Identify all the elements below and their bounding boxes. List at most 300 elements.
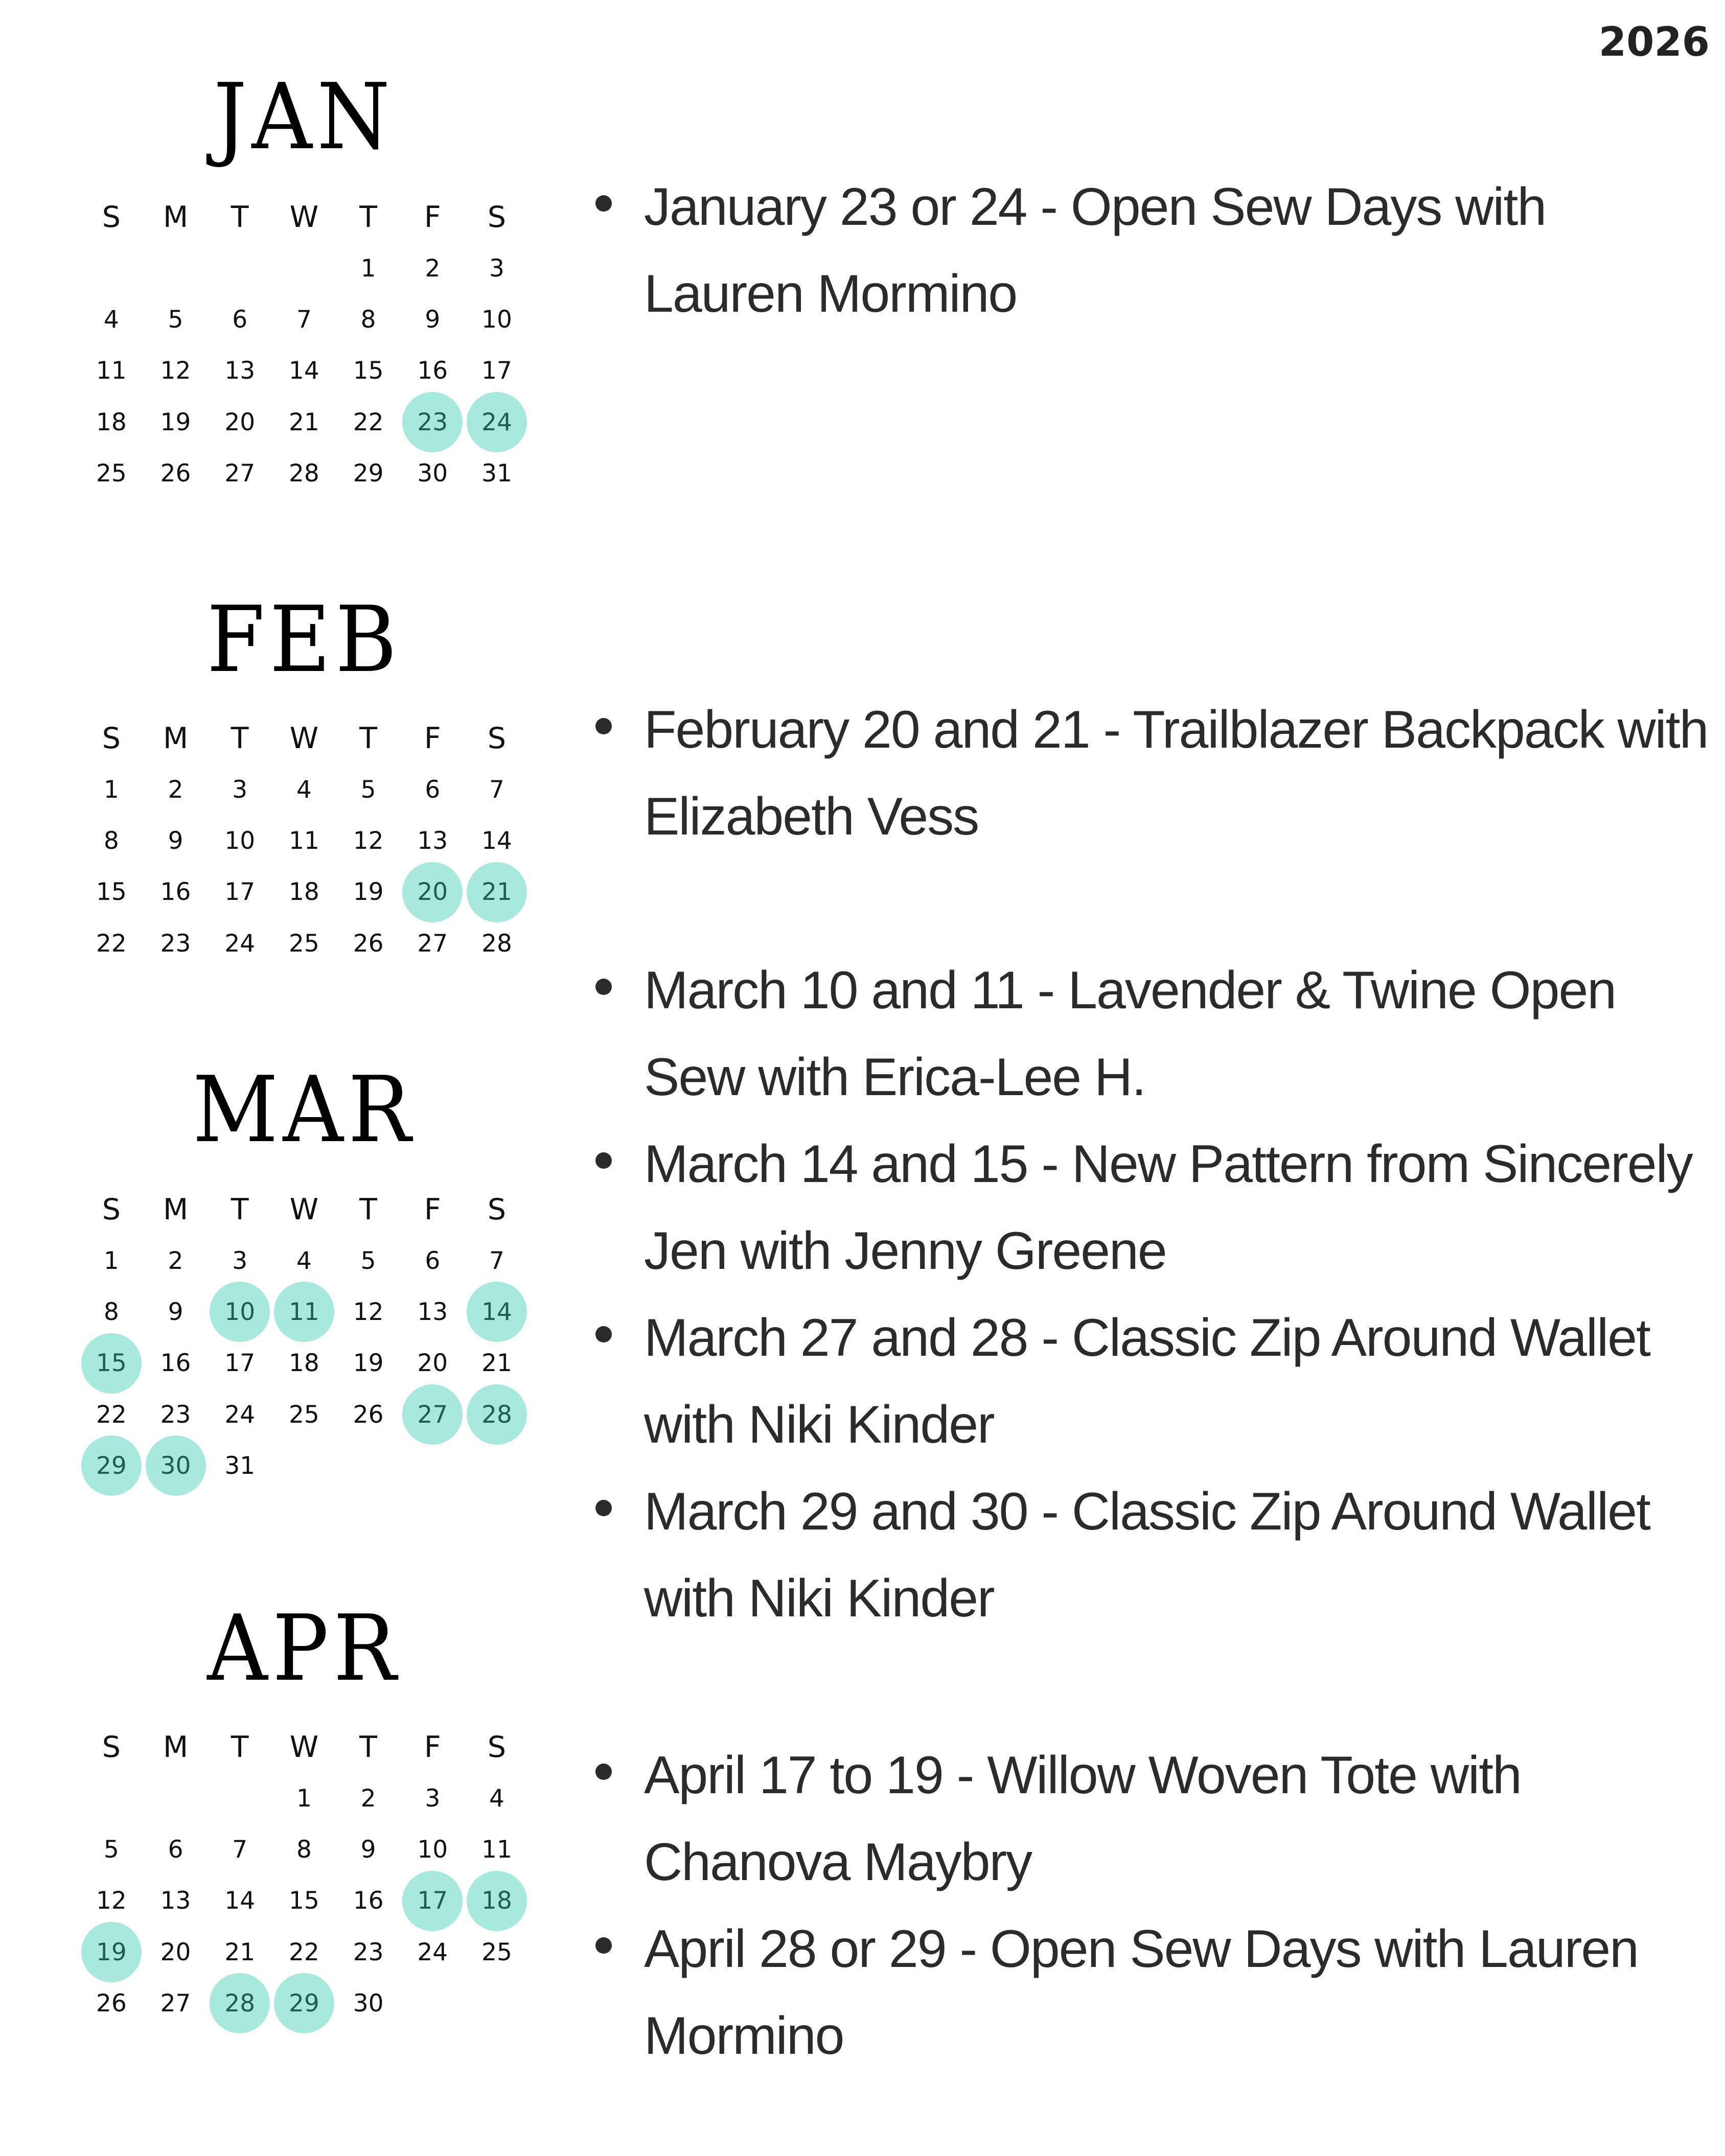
day-number: 15	[289, 1887, 319, 1915]
day-number: 25	[481, 1938, 512, 1966]
weekday-label: S	[102, 200, 121, 234]
day-number: 4	[489, 1784, 504, 1813]
highlighted-day: 14	[467, 1282, 527, 1342]
day-cell	[400, 918, 465, 969]
day-number: 30	[353, 1989, 384, 2018]
day-cell	[208, 345, 272, 397]
day-number: 8	[103, 826, 119, 855]
bullet-icon	[595, 718, 612, 734]
bullet-icon	[595, 979, 612, 995]
event-item	[595, 947, 1710, 1121]
weekday-label: W	[289, 1193, 319, 1226]
day-number: 2	[168, 1246, 183, 1275]
day-number: 2	[425, 254, 441, 283]
day-cell	[79, 1389, 144, 1440]
day-number: 13	[417, 826, 448, 855]
day-number: 9	[168, 1297, 183, 1326]
day-cell	[400, 1440, 465, 1491]
bullet-icon	[595, 1937, 612, 1954]
day-number: 26	[353, 929, 384, 958]
week-row	[79, 1773, 529, 1824]
highlighted-day: 17	[402, 1871, 463, 1931]
day-number: 10	[417, 1835, 448, 1864]
weekday-label: M	[163, 722, 189, 755]
day-number: 14	[289, 357, 319, 385]
day-cell	[144, 1286, 208, 1337]
day-cell	[400, 1389, 465, 1440]
week-row	[79, 815, 529, 866]
weekday-label: M	[163, 1193, 189, 1226]
event-item	[595, 1906, 1710, 2079]
event-text: April 28 or 29 - Open Sew Days with Lauren Mormino	[644, 1919, 1639, 2066]
day-number: 13	[224, 357, 256, 385]
day-cell	[79, 1286, 144, 1337]
day-cell	[272, 1389, 336, 1440]
day-number: 7	[232, 1835, 248, 1864]
weekday-label: T	[231, 1730, 249, 1764]
day-cell	[465, 764, 529, 815]
day-number: 22	[289, 1938, 319, 1966]
calendar-grid-mar	[79, 1184, 529, 1491]
week-row	[79, 1927, 529, 1978]
highlighted-day: 28	[210, 1973, 270, 2033]
day-cell	[144, 397, 208, 448]
event-text: April 17 to 19 - Willow Woven Tote with Chanova Maybry	[644, 1746, 1521, 1892]
day-number: 3	[232, 775, 248, 804]
day-cell	[336, 243, 401, 294]
week-row	[79, 1389, 529, 1440]
week-row	[79, 1875, 529, 1927]
day-number: 24	[417, 1938, 448, 1966]
day-cell	[79, 1927, 144, 1978]
day-cell	[144, 764, 208, 815]
event-list-jan	[595, 164, 1710, 337]
day-number: 17	[481, 357, 512, 385]
day-number: 11	[289, 826, 319, 855]
day-cell	[400, 1338, 465, 1389]
highlighted-day: 23	[402, 392, 463, 452]
day-cell	[400, 1927, 465, 1978]
week-row	[79, 1440, 529, 1491]
day-number: 6	[232, 305, 248, 334]
highlighted-day: 11	[274, 1282, 334, 1342]
day-cell	[208, 1235, 272, 1286]
day-number: 29	[353, 459, 384, 488]
day-cell	[465, 1875, 529, 1927]
day-cell	[336, 1286, 401, 1337]
highlighted-day: 24	[467, 392, 527, 452]
day-cell	[336, 867, 401, 918]
day-number: 16	[353, 1887, 384, 1915]
day-number: 2	[168, 775, 183, 804]
day-number: 26	[96, 1989, 127, 2018]
day-number: 16	[160, 878, 191, 907]
event-text: March 10 and 11 - Lavender & Twine Open Sew with Erica-Lee H.	[644, 961, 1616, 1107]
day-number: 3	[232, 1246, 248, 1275]
day-number: 14	[224, 1887, 256, 1915]
day-number: 20	[160, 1938, 191, 1966]
day-cell	[336, 294, 401, 345]
week-row	[79, 1235, 529, 1286]
day-number: 31	[224, 1451, 256, 1480]
day-cell	[79, 764, 144, 815]
day-cell	[336, 448, 401, 499]
day-cell	[336, 1338, 401, 1389]
day-number: 1	[103, 775, 119, 804]
day-number: 27	[224, 459, 256, 488]
day-cell	[144, 1824, 208, 1875]
day-cell	[208, 397, 272, 448]
day-cell	[208, 1978, 272, 2029]
day-cell	[272, 448, 336, 499]
day-cell	[336, 1875, 401, 1927]
event-text: March 27 and 28 - Classic Zip Around Wallet with Niki Kinder	[644, 1308, 1650, 1454]
day-cell	[208, 918, 272, 969]
day-number: 6	[425, 1246, 441, 1275]
day-cell	[272, 1440, 336, 1491]
day-number: 25	[289, 1400, 319, 1429]
day-cell	[465, 397, 529, 448]
weekday-label: F	[424, 1193, 441, 1226]
day-number: 4	[103, 305, 119, 334]
day-number: 24	[224, 929, 256, 958]
day-cell	[272, 867, 336, 918]
weekday-label: W	[289, 200, 319, 234]
day-number: 24	[224, 1400, 256, 1429]
day-cell	[144, 1773, 208, 1824]
day-number: 26	[353, 1400, 384, 1429]
day-cell	[465, 1773, 529, 1824]
day-cell	[79, 1875, 144, 1927]
day-number: 4	[296, 775, 312, 804]
day-cell	[272, 397, 336, 448]
event-list-mar	[595, 947, 1710, 1642]
day-cell	[208, 448, 272, 499]
day-number: 19	[160, 408, 191, 436]
day-cell	[465, 1978, 529, 2029]
day-cell	[79, 815, 144, 866]
day-cell	[144, 448, 208, 499]
day-cell	[272, 1875, 336, 1927]
weekday-label: S	[102, 1730, 121, 1764]
day-cell	[336, 1440, 401, 1491]
day-cell	[144, 1875, 208, 1927]
weekday-label: T	[359, 1730, 377, 1764]
event-list-apr	[595, 1732, 1710, 2079]
day-number: 5	[360, 1246, 376, 1275]
day-number: 8	[296, 1835, 312, 1864]
week-row	[79, 1338, 529, 1389]
day-cell	[79, 294, 144, 345]
day-number: 25	[289, 929, 319, 958]
week-row	[79, 448, 529, 499]
day-cell	[79, 918, 144, 969]
highlighted-day: 28	[467, 1384, 527, 1445]
day-number: 28	[481, 929, 512, 958]
day-cell	[465, 345, 529, 397]
day-cell	[400, 243, 465, 294]
day-cell	[400, 1824, 465, 1875]
day-cell	[400, 448, 465, 499]
highlighted-day: 18	[467, 1871, 527, 1931]
weekday-label: T	[359, 722, 377, 755]
day-cell	[208, 1875, 272, 1927]
day-cell	[144, 345, 208, 397]
day-cell	[272, 764, 336, 815]
day-number: 14	[481, 826, 512, 855]
day-cell	[208, 867, 272, 918]
day-number: 6	[168, 1835, 183, 1864]
day-number: 17	[224, 878, 256, 907]
event-item	[595, 1468, 1710, 1642]
event-item	[595, 1121, 1710, 1294]
highlighted-day: 19	[81, 1922, 142, 1982]
day-cell	[336, 815, 401, 866]
day-cell	[208, 764, 272, 815]
day-cell	[79, 1235, 144, 1286]
day-cell	[79, 1773, 144, 1824]
day-number: 9	[168, 826, 183, 855]
day-cell	[465, 918, 529, 969]
day-cell	[144, 918, 208, 969]
day-number: 1	[103, 1246, 119, 1275]
week-row	[79, 918, 529, 969]
day-number: 11	[481, 1835, 512, 1864]
week-row	[79, 243, 529, 294]
day-number: 15	[96, 878, 127, 907]
day-cell	[400, 1235, 465, 1286]
day-number: 4	[296, 1246, 312, 1275]
day-cell	[336, 1824, 401, 1875]
day-cell	[272, 918, 336, 969]
event-item	[595, 1294, 1710, 1468]
weekday-header	[79, 713, 529, 764]
weekday-label: M	[163, 1730, 189, 1764]
day-cell	[400, 867, 465, 918]
day-cell	[272, 815, 336, 866]
week-row	[79, 345, 529, 397]
week-row	[79, 764, 529, 815]
month-title-jan: JAN	[213, 64, 395, 170]
day-number: 19	[353, 878, 384, 907]
day-number: 31	[481, 459, 512, 488]
weekday-label: S	[487, 1730, 507, 1764]
highlighted-day: 21	[467, 862, 527, 922]
bullet-icon	[595, 1500, 612, 1516]
day-number: 3	[489, 254, 504, 283]
day-number: 25	[96, 459, 127, 488]
day-cell	[208, 1389, 272, 1440]
day-cell	[79, 345, 144, 397]
day-number: 20	[224, 408, 256, 436]
day-cell	[336, 1927, 401, 1978]
day-cell	[336, 918, 401, 969]
day-cell	[208, 1440, 272, 1491]
day-cell	[208, 294, 272, 345]
day-number: 28	[289, 459, 319, 488]
bullet-icon	[595, 1152, 612, 1169]
day-cell	[208, 1286, 272, 1337]
week-row	[79, 1824, 529, 1875]
month-title-apr: APR	[207, 1595, 401, 1701]
day-number: 18	[289, 1349, 319, 1378]
day-cell	[208, 1338, 272, 1389]
day-number: 2	[360, 1784, 376, 1813]
day-cell	[465, 1440, 529, 1491]
day-cell	[465, 294, 529, 345]
weekday-label: T	[231, 1193, 249, 1226]
day-cell	[336, 764, 401, 815]
day-number: 11	[96, 357, 127, 385]
event-text: February 20 and 21 - Trailblazer Backpack with Elizabeth Vess	[644, 700, 1708, 846]
day-cell	[144, 1389, 208, 1440]
month-title-mar: MAR	[192, 1057, 416, 1163]
weekday-label: W	[289, 1730, 319, 1764]
weekday-label: S	[487, 722, 507, 755]
day-number: 10	[481, 305, 512, 334]
highlighted-day: 27	[402, 1384, 463, 1445]
weekday-label: T	[359, 200, 377, 234]
day-number: 7	[489, 775, 504, 804]
day-number: 22	[96, 1400, 127, 1429]
day-number: 22	[353, 408, 384, 436]
day-cell	[272, 1773, 336, 1824]
day-number: 6	[425, 775, 441, 804]
day-cell	[272, 1927, 336, 1978]
day-cell	[400, 1978, 465, 2029]
day-cell	[79, 867, 144, 918]
weekday-header	[79, 192, 529, 243]
day-number: 23	[160, 1400, 191, 1429]
week-row	[79, 1286, 529, 1337]
day-cell	[208, 1824, 272, 1875]
week-row	[79, 1978, 529, 2029]
day-cell	[144, 1338, 208, 1389]
day-cell	[400, 1875, 465, 1927]
day-number: 5	[103, 1835, 119, 1864]
event-item	[595, 164, 1710, 337]
day-cell	[79, 243, 144, 294]
day-number: 26	[160, 459, 191, 488]
bullet-icon	[595, 1764, 612, 1780]
day-number: 12	[353, 826, 384, 855]
day-cell	[336, 1978, 401, 2029]
event-item	[595, 686, 1710, 860]
event-list-feb	[595, 686, 1710, 860]
day-number: 9	[425, 305, 441, 334]
day-number: 16	[417, 357, 448, 385]
weekday-header	[79, 1722, 529, 1773]
day-number: 30	[417, 459, 448, 488]
highlighted-day: 30	[146, 1435, 206, 1496]
day-number: 12	[160, 357, 191, 385]
day-cell	[400, 397, 465, 448]
day-cell	[336, 345, 401, 397]
day-cell	[465, 1927, 529, 1978]
day-cell	[272, 243, 336, 294]
weekday-label: W	[289, 722, 319, 755]
day-number: 13	[417, 1297, 448, 1326]
day-cell	[272, 294, 336, 345]
weekday-label: S	[487, 1193, 507, 1226]
day-cell	[400, 815, 465, 866]
weekday-label: S	[102, 1193, 121, 1226]
day-cell	[144, 243, 208, 294]
weekday-label: F	[424, 200, 441, 234]
day-cell	[208, 1773, 272, 1824]
day-cell	[465, 1286, 529, 1337]
highlighted-day: 10	[210, 1282, 270, 1342]
weekday-label: F	[424, 1730, 441, 1764]
day-cell	[144, 815, 208, 866]
calendar-grid-apr	[79, 1722, 529, 2029]
day-number: 1	[296, 1784, 312, 1813]
weekday-label: T	[231, 200, 249, 234]
day-number: 12	[353, 1297, 384, 1326]
day-number: 8	[360, 305, 376, 334]
day-cell	[336, 1773, 401, 1824]
day-number: 8	[103, 1297, 119, 1326]
day-number: 16	[160, 1349, 191, 1378]
highlighted-day: 29	[274, 1973, 334, 2033]
highlighted-day: 20	[402, 862, 463, 922]
day-number: 18	[289, 878, 319, 907]
day-cell	[272, 1286, 336, 1337]
day-cell	[144, 1440, 208, 1491]
week-row	[79, 294, 529, 345]
day-number: 27	[417, 929, 448, 958]
bullet-icon	[595, 195, 612, 212]
weekday-label: T	[359, 1193, 377, 1226]
day-number: 21	[224, 1938, 256, 1966]
day-cell	[144, 1978, 208, 2029]
day-cell	[208, 243, 272, 294]
day-cell	[400, 1286, 465, 1337]
day-cell	[79, 1978, 144, 2029]
day-number: 9	[360, 1835, 376, 1864]
day-cell	[272, 1824, 336, 1875]
weekday-label: S	[487, 200, 507, 234]
day-cell	[465, 1389, 529, 1440]
event-text: March 14 and 15 - New Pattern from Sincerely Jen with Jenny Greene	[644, 1134, 1692, 1281]
day-cell	[336, 1389, 401, 1440]
day-cell	[272, 1235, 336, 1286]
day-cell	[400, 345, 465, 397]
day-number: 22	[96, 929, 127, 958]
day-cell	[272, 345, 336, 397]
day-cell	[465, 243, 529, 294]
day-cell	[400, 764, 465, 815]
day-cell	[208, 815, 272, 866]
day-cell	[208, 1927, 272, 1978]
day-cell	[465, 448, 529, 499]
day-number: 12	[96, 1887, 127, 1915]
day-cell	[336, 1235, 401, 1286]
highlighted-day: 15	[81, 1333, 142, 1394]
day-number: 7	[489, 1246, 504, 1275]
day-cell	[272, 1978, 336, 2029]
day-number: 23	[353, 1938, 384, 1966]
day-number: 3	[425, 1784, 441, 1813]
week-row	[79, 867, 529, 918]
day-cell	[272, 1338, 336, 1389]
day-number: 1	[360, 254, 376, 283]
day-cell	[79, 448, 144, 499]
day-cell	[79, 1338, 144, 1389]
event-text: March 29 and 30 - Classic Zip Around Wallet with Niki Kinder	[644, 1482, 1650, 1628]
year-label: 2026	[1598, 19, 1710, 65]
day-number: 15	[353, 357, 384, 385]
